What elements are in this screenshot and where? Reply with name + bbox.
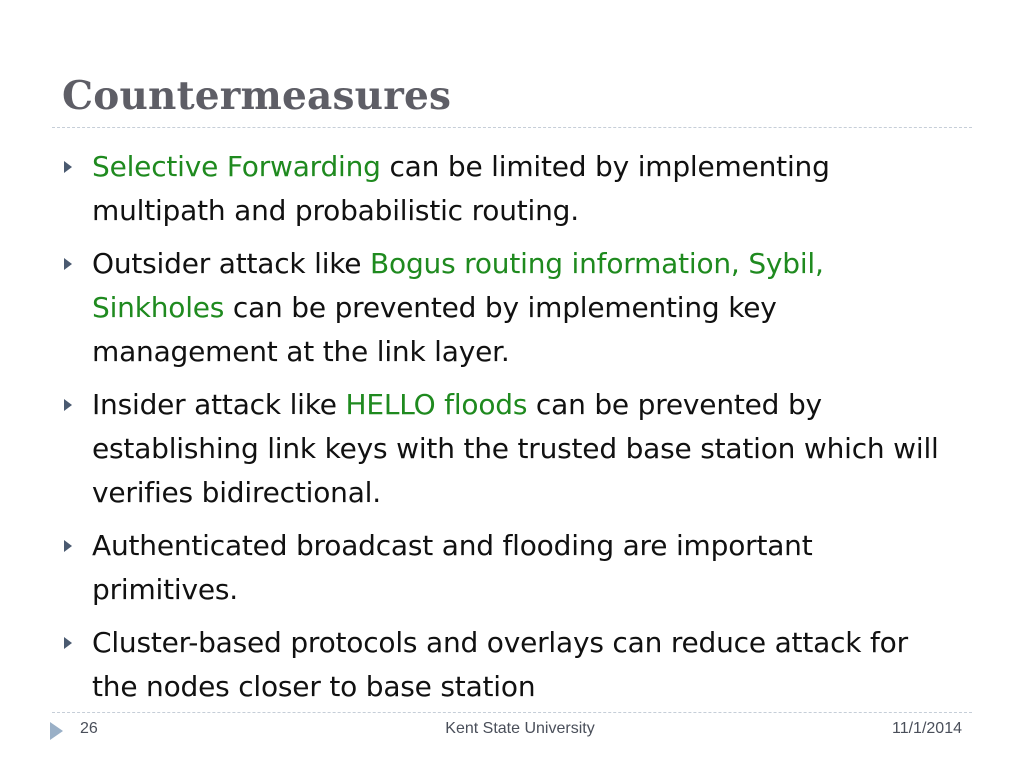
bullet-list [0, 145, 1024, 718]
bullet-arrow-icon [64, 161, 72, 173]
bullet-arrow-icon [64, 399, 72, 411]
footer-organization: Kent State University [445, 720, 595, 737]
title-divider [52, 127, 972, 128]
highlighted-term: Bogus routing information, Sybil, Sinkholes [92, 247, 824, 324]
bullet-text: Insider attack like [92, 388, 346, 421]
highlighted-term: HELLO floods [345, 388, 528, 421]
page-number: 26 [80, 720, 98, 737]
footer-divider [52, 712, 972, 713]
bullet-item [0, 621, 1024, 709]
bullet-text: can be prevented by implementing key management at the link layer. [92, 291, 777, 368]
bullet-text: Cluster-based protocols and overlays can reduce attack for the nodes closer to base station [92, 626, 908, 703]
bullet-text: can be prevented by establishing link keys with the trusted base station which will verifies bidirectional. [92, 388, 939, 509]
footer-date: 11/1/2014 [892, 720, 962, 737]
bullet-text: Outsider attack like [92, 247, 371, 280]
bullet-text: Authenticated broadcast and flooding are important primitives. [92, 529, 813, 606]
highlighted-term: Selective Forwarding [92, 150, 381, 183]
bullet-item [0, 383, 1024, 515]
bullet-arrow-icon [64, 540, 72, 552]
slide-title: Countermeasures [62, 73, 452, 119]
bullet-text: can be limited by implementing multipath and probabilistic routing. [92, 150, 830, 227]
bullet-arrow-icon [64, 637, 72, 649]
bullet-arrow-icon [64, 258, 72, 270]
bullet-item [0, 524, 1024, 612]
bullet-item [0, 242, 1024, 374]
bullet-item [0, 145, 1024, 233]
